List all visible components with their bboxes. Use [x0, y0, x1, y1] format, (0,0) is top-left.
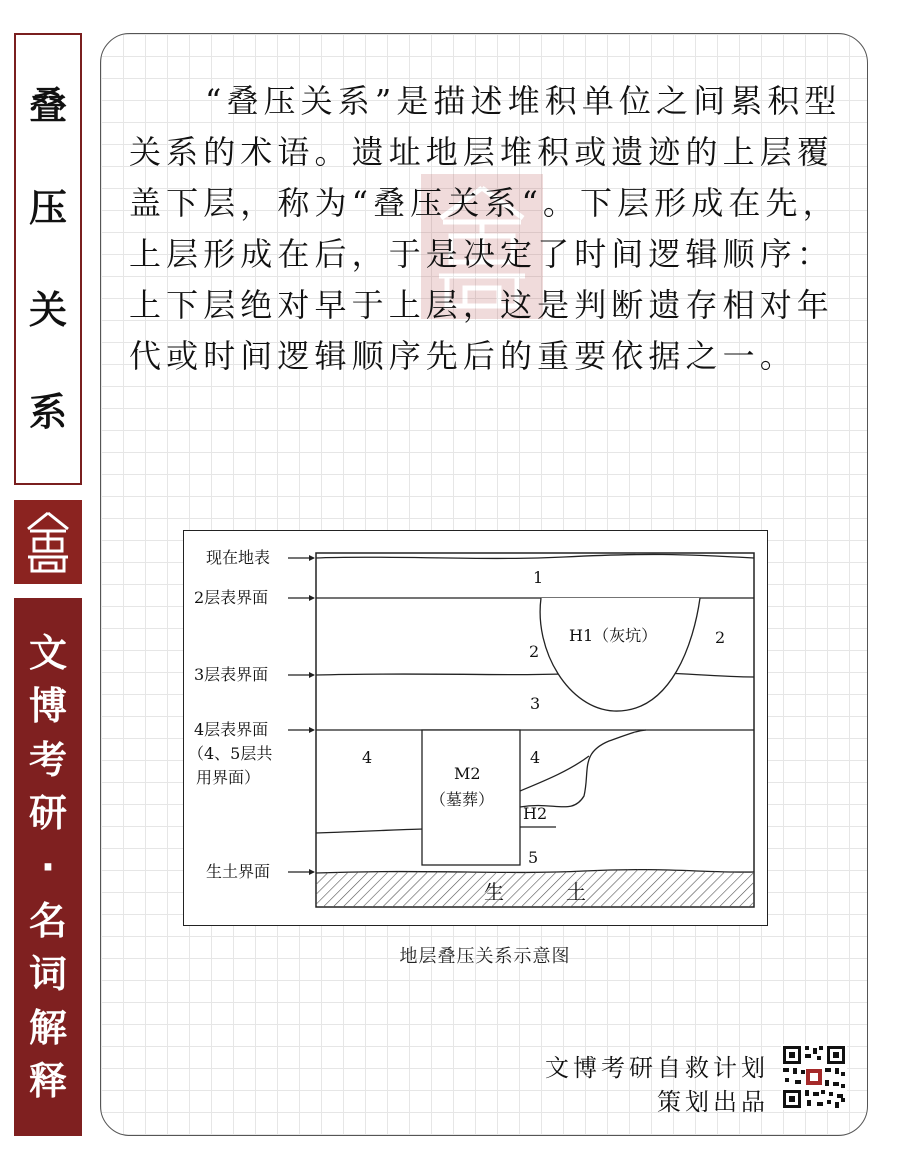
label-layer2: 2层表界面	[194, 588, 269, 607]
series-char: 文	[28, 630, 67, 675]
label-natural: 生土界面	[206, 862, 271, 881]
label-4-right: 4	[530, 748, 541, 767]
label-5: 5	[528, 848, 539, 867]
series-char: 研	[28, 791, 67, 836]
side-title-char: 关	[28, 287, 67, 332]
series-char: 名	[28, 898, 67, 943]
definition-paragraph: “叠压关系”是描述堆积单位之间累积型关系的术语。遗址地层堆积或遗迹的上层覆盖下层，称为“叠压关系“。下层形成在先，上层形成在后，于是决定了时间逻辑顺序：上下层绝对早于上层，这是判断遗存相对年代或时间逻辑顺序先后的重要依据之一。	[129, 82, 842, 375]
label-layer3: 3层表界面	[194, 665, 269, 684]
label-sheng: 生	[484, 880, 504, 904]
seal-logo-icon	[14, 500, 82, 584]
series-char: ·	[40, 844, 56, 889]
label-3: 3	[530, 694, 541, 713]
series-char: 释	[28, 1059, 67, 1104]
label-layer4-note1: （4、5层共	[188, 744, 273, 763]
label-h1: H1（灰坑）	[569, 626, 658, 645]
stratigraphy-diagram	[183, 530, 768, 926]
label-m2-desc: （墓葬）	[430, 790, 495, 809]
label-2-left: 2	[529, 642, 540, 661]
natural-soil-hatch	[316, 870, 754, 907]
layer4-bottom-line	[316, 829, 424, 833]
side-title-char: 系	[28, 389, 67, 434]
series-char: 博	[28, 684, 67, 729]
label-2-right: 2	[715, 628, 726, 647]
series-char: 解	[28, 1005, 67, 1050]
qr-code-icon[interactable]	[781, 1044, 847, 1110]
content-panel	[100, 33, 868, 1136]
series-char: 考	[28, 737, 67, 782]
label-tu: 土	[566, 880, 586, 904]
surface-line	[316, 554, 754, 558]
side-title-char: 压	[28, 185, 67, 230]
credit-line1: 文博考研自救计划	[545, 1054, 769, 1082]
layer3-line	[316, 672, 754, 677]
label-4-left: 4	[362, 748, 373, 767]
label-h2: H2	[523, 804, 548, 823]
label-layer4: 4层表界面	[194, 720, 269, 739]
figure-caption: 地层叠压关系示意图	[399, 946, 571, 967]
series-banner	[14, 598, 82, 1136]
label-surface: 现在地表	[206, 548, 271, 567]
h2-outline	[520, 730, 646, 807]
side-title-box	[14, 33, 82, 485]
side-title-char: 叠	[28, 83, 67, 128]
label-1: 1	[533, 568, 544, 587]
credit-line2: 策划出品	[657, 1088, 769, 1116]
label-m2: M2	[454, 764, 481, 783]
h1-pit-outline	[540, 598, 700, 711]
series-char: 词	[28, 952, 67, 997]
label-layer4-note2: 用界面）	[196, 768, 261, 787]
